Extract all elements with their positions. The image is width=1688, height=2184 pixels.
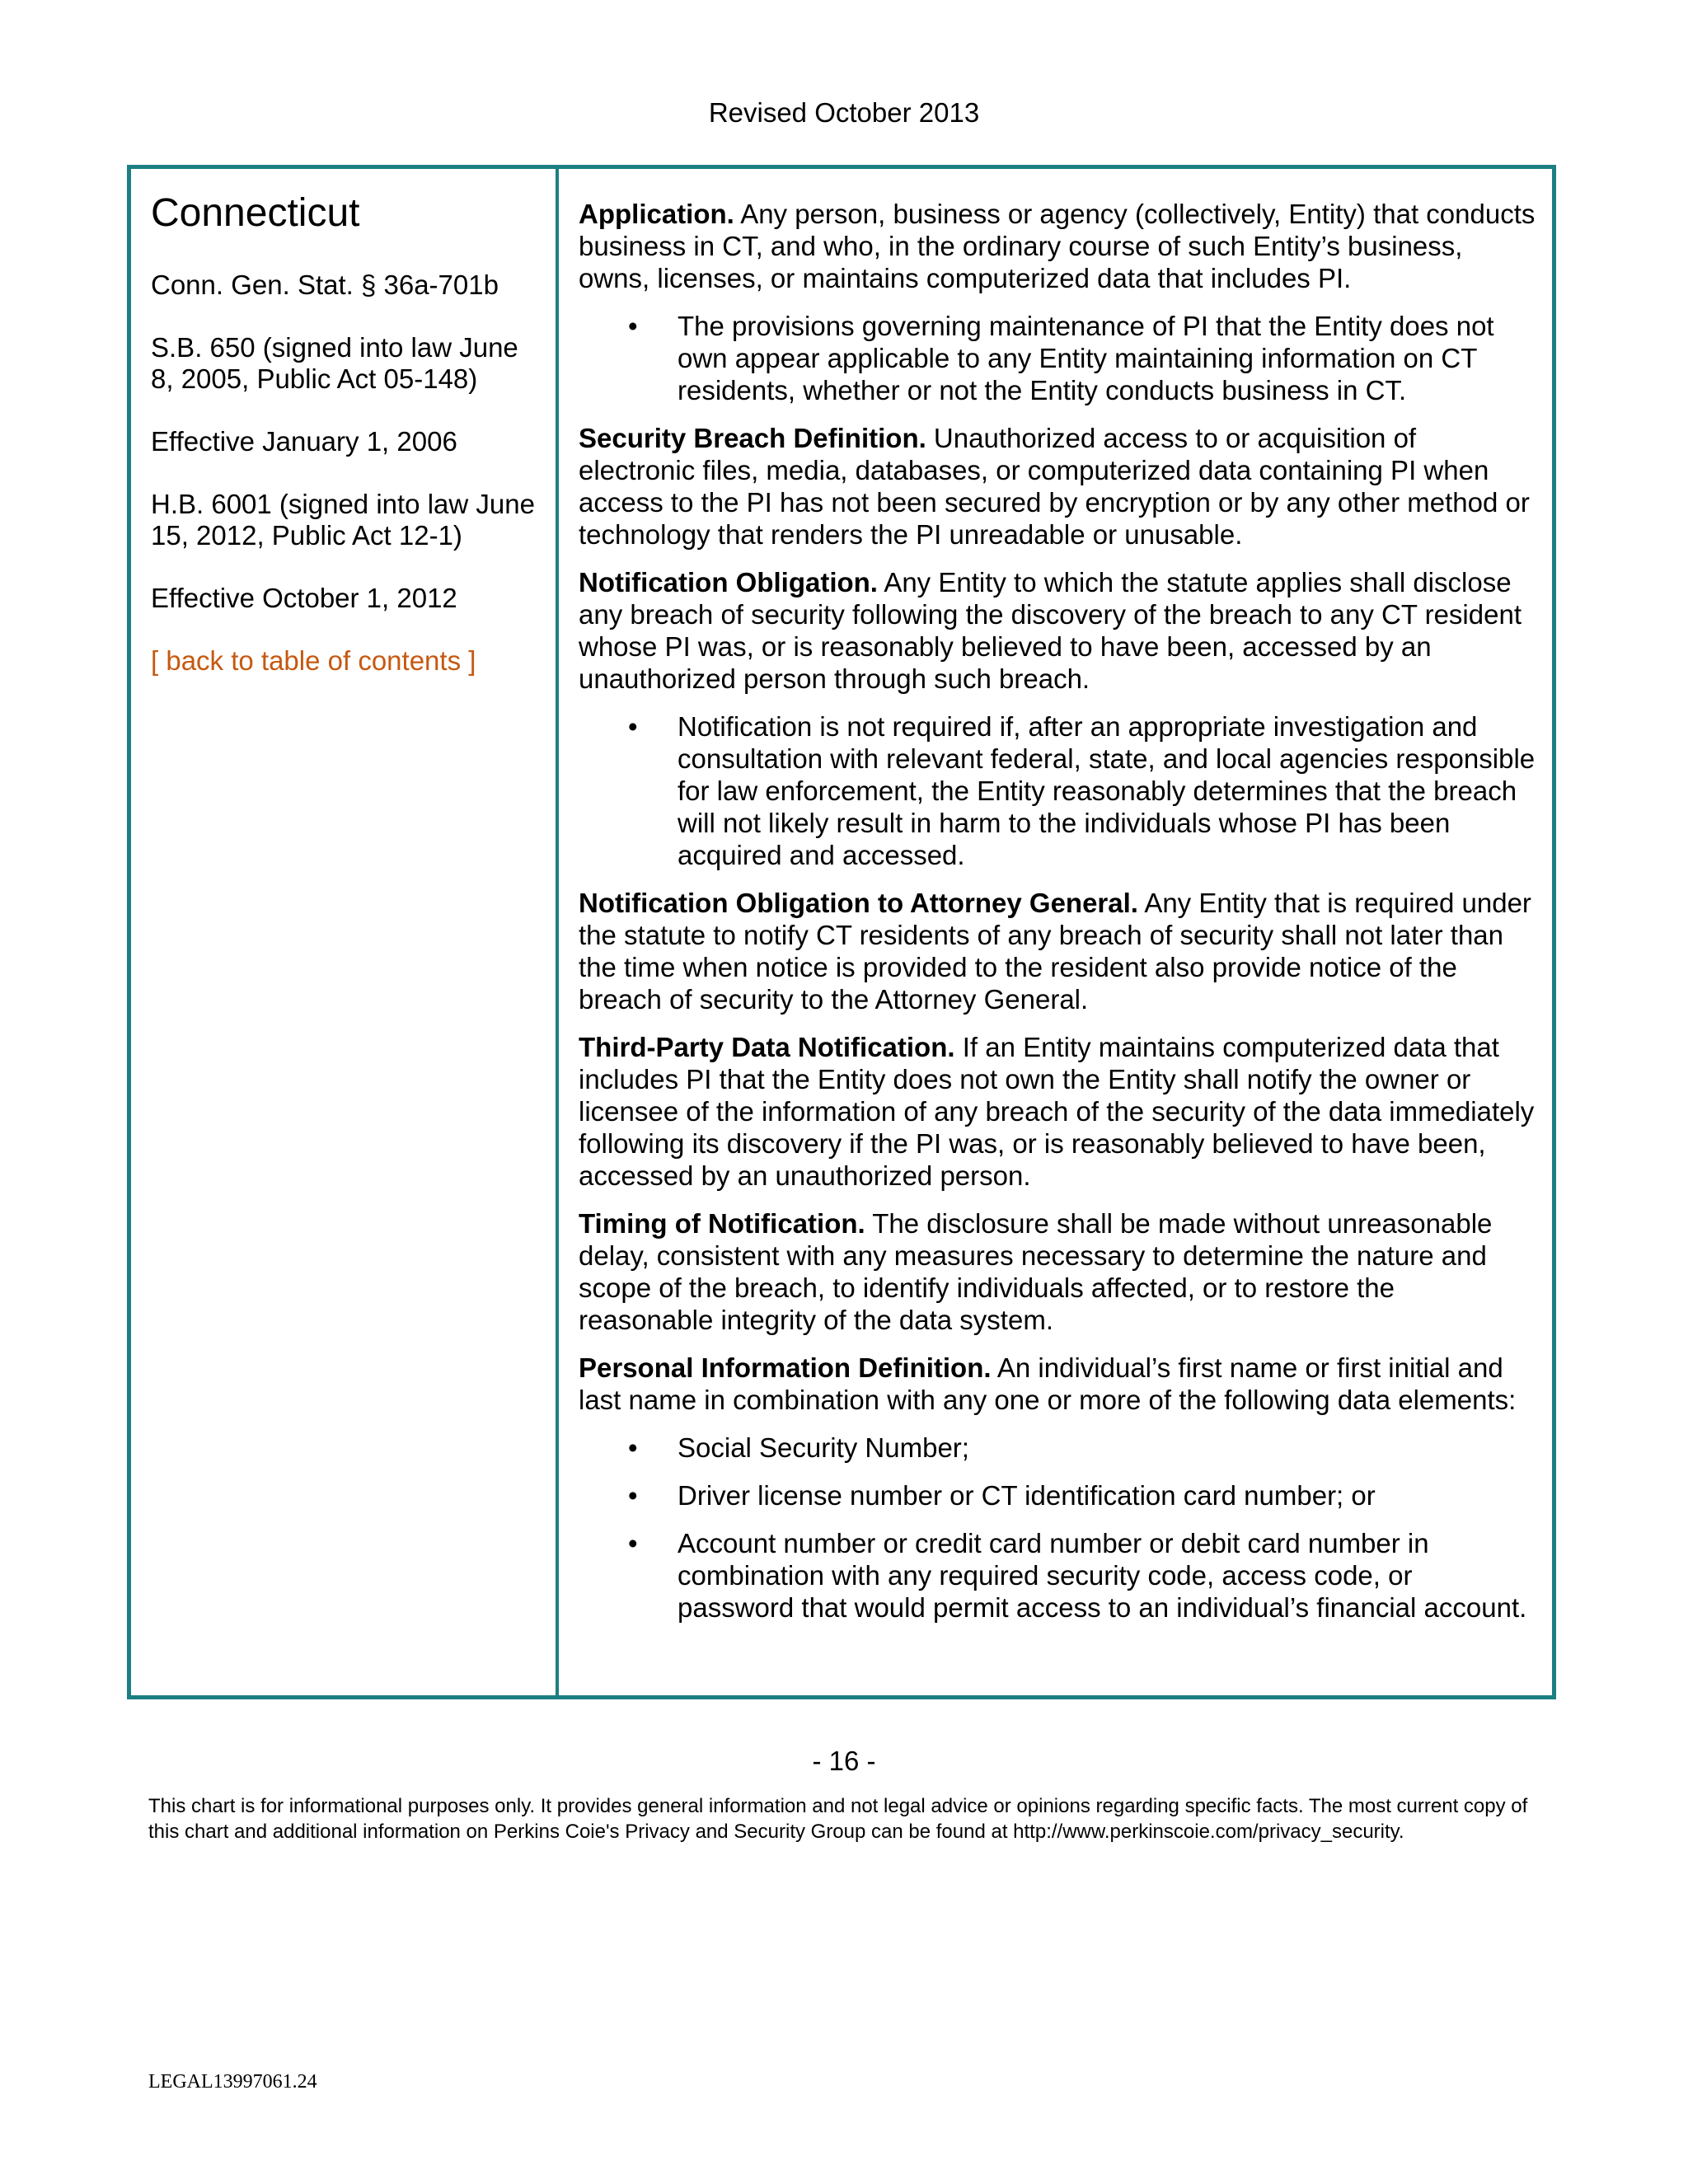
attorney-general-heading: Notification Obligation to Attorney General. bbox=[579, 888, 1138, 918]
effective-date-1: Effective January 1, 2006 bbox=[151, 426, 457, 457]
third-party-section bbox=[579, 1031, 1536, 1192]
breach-definition-section bbox=[579, 422, 1536, 551]
breach-definition-text: Unauthorized access to or acquisition of electronic files, media, databases, or computerized data containing PI when access to the PI has not been secured by encryption or by any other method or technology that renders the PI unreadable or unusable. bbox=[579, 423, 1530, 550]
pi-definition-heading: Personal Information Definition. bbox=[579, 1352, 992, 1383]
list-item: • Social Security Number; bbox=[678, 1432, 1536, 1464]
revision-header: Revised October 2013 bbox=[708, 97, 980, 128]
bill-info-1: S.B. 650 (signed into law June 8, 2005, Public Act 05-148) bbox=[151, 332, 518, 394]
attorney-general-section bbox=[579, 887, 1536, 1015]
list-item: • Notification is not required if, after an appropriate investigation and consultation with relevant federal, state, and local agencies responsible for law enforcement, the Entity reasonably determines that the breach will not likely result in harm to the individuals whose PI has been acquired and accessed. bbox=[678, 710, 1536, 871]
notification-obligation-heading: Notification Obligation. bbox=[579, 567, 878, 598]
timing-heading: Timing of Notification. bbox=[579, 1208, 865, 1239]
page-number: - 16 - bbox=[812, 1746, 876, 1776]
third-party-heading: Third-Party Data Notification. bbox=[579, 1032, 955, 1062]
attorney-general-text: Any Entity that is required under the statute to notify CT residents of any breach of security shall not later than the time when notice is provided to the resident also provide notice of the breach of security to the Attorney General. bbox=[579, 888, 1531, 1015]
effective-date-2: Effective October 1, 2012 bbox=[151, 583, 457, 613]
state-law-table bbox=[127, 165, 1556, 1699]
breach-definition-heading: Security Breach Definition. bbox=[579, 423, 926, 453]
state-info-column bbox=[131, 169, 559, 1695]
pi-definition-section bbox=[579, 1352, 1536, 1416]
timing-section bbox=[579, 1207, 1536, 1336]
bill-info-2: H.B. 6001 (signed into law June 15, 2012, Public Act 12-1) bbox=[151, 489, 535, 551]
notification-obligation-text: Any Entity to which the statute applies shall disclose any breach of security following the discovery of the breach to any CT resident whose PI was, or is reasonably believed to have been, accessed by an unauthorized person through such breach. bbox=[579, 567, 1522, 694]
application-bullets bbox=[579, 310, 1536, 406]
pi-definition-text: An individual’s first name or first initial and last name in combination with any one or more of the following data elements: bbox=[579, 1352, 1517, 1415]
pi-definition-bullets bbox=[579, 1432, 1536, 1624]
application-section bbox=[579, 198, 1536, 294]
list-item: • Driver license number or CT identification card number; or bbox=[678, 1479, 1536, 1511]
document-id: LEGAL13997061.24 bbox=[148, 2071, 317, 2093]
notification-obligation-section bbox=[579, 566, 1536, 695]
list-item: • Account number or credit card number or debit card number in combination with any required security code, access code, or password that would permit access to an individual’s financial account. bbox=[678, 1527, 1536, 1624]
state-name: Connecticut bbox=[151, 191, 360, 235]
application-heading: Application. bbox=[579, 199, 734, 229]
back-to-toc-link[interactable]: [ back to table of contents ] bbox=[151, 645, 476, 676]
timing-text: The disclosure shall be made without unreasonable delay, consistent with any measures necessary to determine the nature and scope of the breach, to identify individuals affected, or to restore the reasonable integrity of the data system. bbox=[579, 1208, 1493, 1335]
law-details-column bbox=[559, 169, 1552, 1695]
application-text: Any person, business or agency (collectively, Entity) that conducts business in CT, and who, in the ordinary course of such Entity’s business, owns, licenses, or maintains computerized data that includes PI. bbox=[579, 199, 1536, 293]
statute-citation: Conn. Gen. Stat. § 36a-701b bbox=[151, 269, 499, 300]
third-party-text: If an Entity maintains computerized data that includes PI that the Entity does not own the Entity shall notify the owner or licensee of the information of any breach of the security of the data immediately following its discovery if the PI was, or is reasonably believed to have been, accessed by an unauthorized person. bbox=[579, 1032, 1535, 1191]
disclaimer-text: This chart is for informational purposes only. It provides general information and not legal advice or opinions regarding specific facts. The most current copy of this chart and additional information on Perkins Coie's Privacy and Security Group can be found at http://www.perkinscoie.com/privacy_security. bbox=[148, 1795, 1528, 1843]
notification-obligation-bullets bbox=[579, 710, 1536, 871]
list-item: • The provisions governing maintenance of PI that the Entity does not own appear applicable to any Entity maintaining information on CT residents, whether or not the Entity conducts business in CT. bbox=[678, 310, 1536, 406]
